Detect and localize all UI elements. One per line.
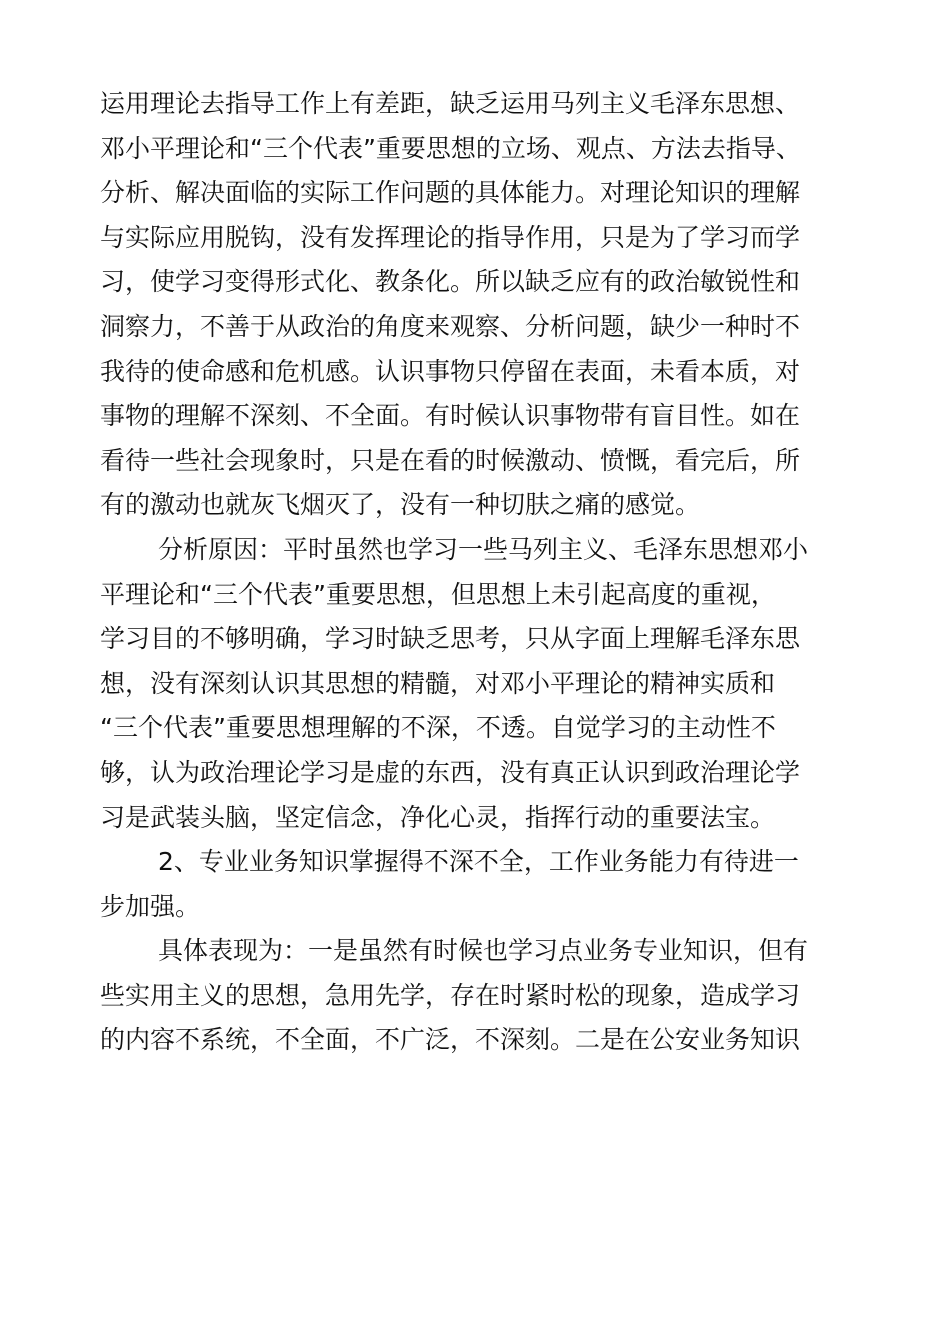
text-line: 看待一些社会现象时，只是在看的时候激动、愤慨，看完后，所 (100, 445, 801, 475)
paragraph-start-line: 具体表现为：一是虽然有时候也学习点业务专业知识，但有 (158, 936, 809, 966)
text-line: 习是武装头脑，坚定信念，净化心灵，指挥行动的重要法宝。 (100, 802, 776, 832)
text-line: 学习目的不够明确，学习时缺乏思考，只从字面上理解毛泽东思 (100, 624, 801, 654)
text-line: 有的激动也就灰飞烟灭了，没有一种切肤之痛的感觉。 (100, 490, 701, 520)
text-line: 的内容不系统，不全面，不广泛，不深刻。二是在公安业务知识 (100, 1025, 801, 1055)
text-line: 运用理论去指导工作上有差距，缺乏运用马列主义毛泽东思想、 (100, 89, 801, 118)
section-heading-line: 2、专业业务知识掌握得不深不全，工作业务能力有待进一 (158, 847, 799, 877)
text-line: 想，没有深刻认识其思想的精髓，对邓小平理论的精神实质和 (100, 668, 776, 698)
text-line: 习，使学习变得形式化、教条化。所以缺乏应有的政治敏锐性和 (100, 267, 801, 297)
text-line: 洞察力，不善于从政治的角度来观察、分析问题，缺少一种时不 (100, 311, 801, 341)
text-line: 与实际应用脱钩，没有发挥理论的指导作用，只是为了学习而学 (100, 222, 801, 252)
text-line: 邓小平理论和“三个代表”重要思想的立场、观点、方法去指导、 (100, 133, 801, 163)
section-heading-line: 步加强。 (100, 891, 201, 921)
paragraph-start-line: 分析原因：平时虽然也学习一些马列主义、毛泽东思想邓小 (158, 534, 809, 564)
text-line: 我待的使命感和危机感。认识事物只停留在表面，未看本质，对 (100, 356, 801, 386)
text-line: 分析、解决面临的实际工作问题的具体能力。对理论知识的理解 (100, 178, 801, 208)
text-line: 事物的理解不深刻、不全面。有时候认识事物带有盲目性。如在 (100, 401, 801, 431)
document-body (100, 82, 870, 1063)
text-line: 平理论和“三个代表”重要思想，但思想上未引起高度的重视， (100, 579, 776, 609)
text-line: 些实用主义的思想，急用先学，存在时紧时松的现象，造成学习 (100, 980, 801, 1010)
text-line: “三个代表”重要思想理解的不深，不透。自觉学习的主动性不 (100, 713, 776, 743)
text-line: 够，认为政治理论学习是虚的东西，没有真正认识到政治理论学 (100, 757, 801, 787)
